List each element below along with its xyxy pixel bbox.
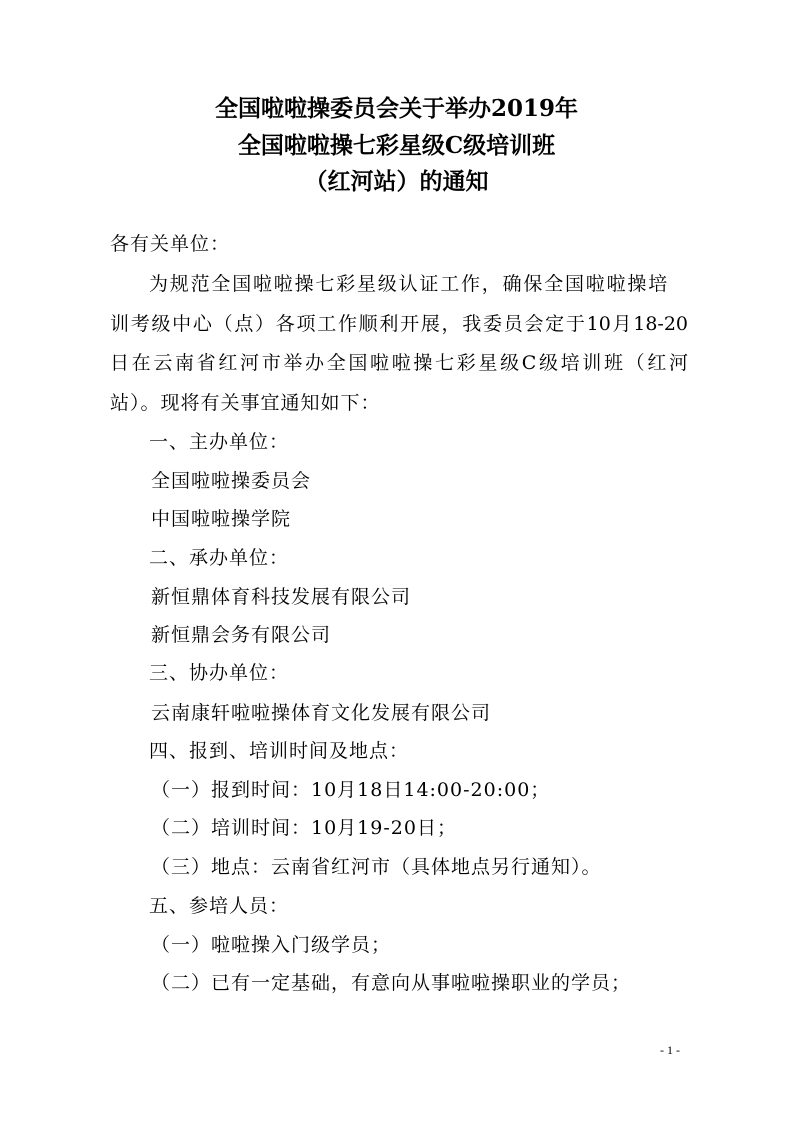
- organizer-item: 全国啦啦操委员会: [151, 470, 312, 492]
- organizer-item: 中国啦啦操学院: [151, 508, 292, 530]
- section-heading-time-location: 四、报到、培训时间及地点：: [149, 740, 410, 762]
- intro-paragraph-line-4: 站）。现将有关事宜通知如下：: [110, 392, 381, 414]
- section-heading-host: 二、承办单位：: [149, 547, 290, 569]
- salutation: 各有关单位：: [110, 233, 231, 255]
- section-heading-co-organizer: 三、协办单位：: [149, 662, 290, 684]
- intro-paragraph-line-1: 为规范全国啦啦操七彩星级认证工作，确保全国啦啦操培: [149, 273, 670, 295]
- participants-item: （二）已有一定基础，有意向从事啦啦操职业的学员；: [151, 972, 632, 994]
- page-number: - 1 -: [660, 1043, 680, 1057]
- time-location-item: （三）地点：云南省红河市（具体地点另行通知）。: [151, 856, 602, 878]
- section-heading-organizer: 一、主办单位：: [149, 431, 290, 453]
- notice-title-line-1: 全国啦啦操委员会关于举办2019年: [214, 95, 578, 122]
- host-item: 新恒鼎体育科技发展有限公司: [151, 586, 412, 608]
- section-heading-participants: 五、参培人员：: [149, 895, 290, 917]
- co-organizer-item: 云南康轩啦啦操体育文化发展有限公司: [151, 702, 492, 724]
- intro-paragraph-line-3: 日在云南省红河市举办全国啦啦操七彩星级C级培训班（红河: [110, 352, 688, 374]
- time-location-item: （一）报到时间：10月18日14:00-20:00；: [151, 779, 551, 801]
- participants-item: （一）啦啦操入门级学员；: [151, 934, 392, 956]
- notice-title-line-2: 全国啦啦操七彩星级C级培训班: [237, 132, 556, 159]
- host-item: 新恒鼎会务有限公司: [151, 624, 332, 646]
- notice-title-line-3: （红河站）的通知: [304, 168, 489, 195]
- intro-paragraph-line-2: 训考级中心（点）各项工作顺利开展，我委员会定于10月18-20: [110, 313, 688, 335]
- time-location-item: （二）培训时间：10月19-20日；: [151, 817, 457, 839]
